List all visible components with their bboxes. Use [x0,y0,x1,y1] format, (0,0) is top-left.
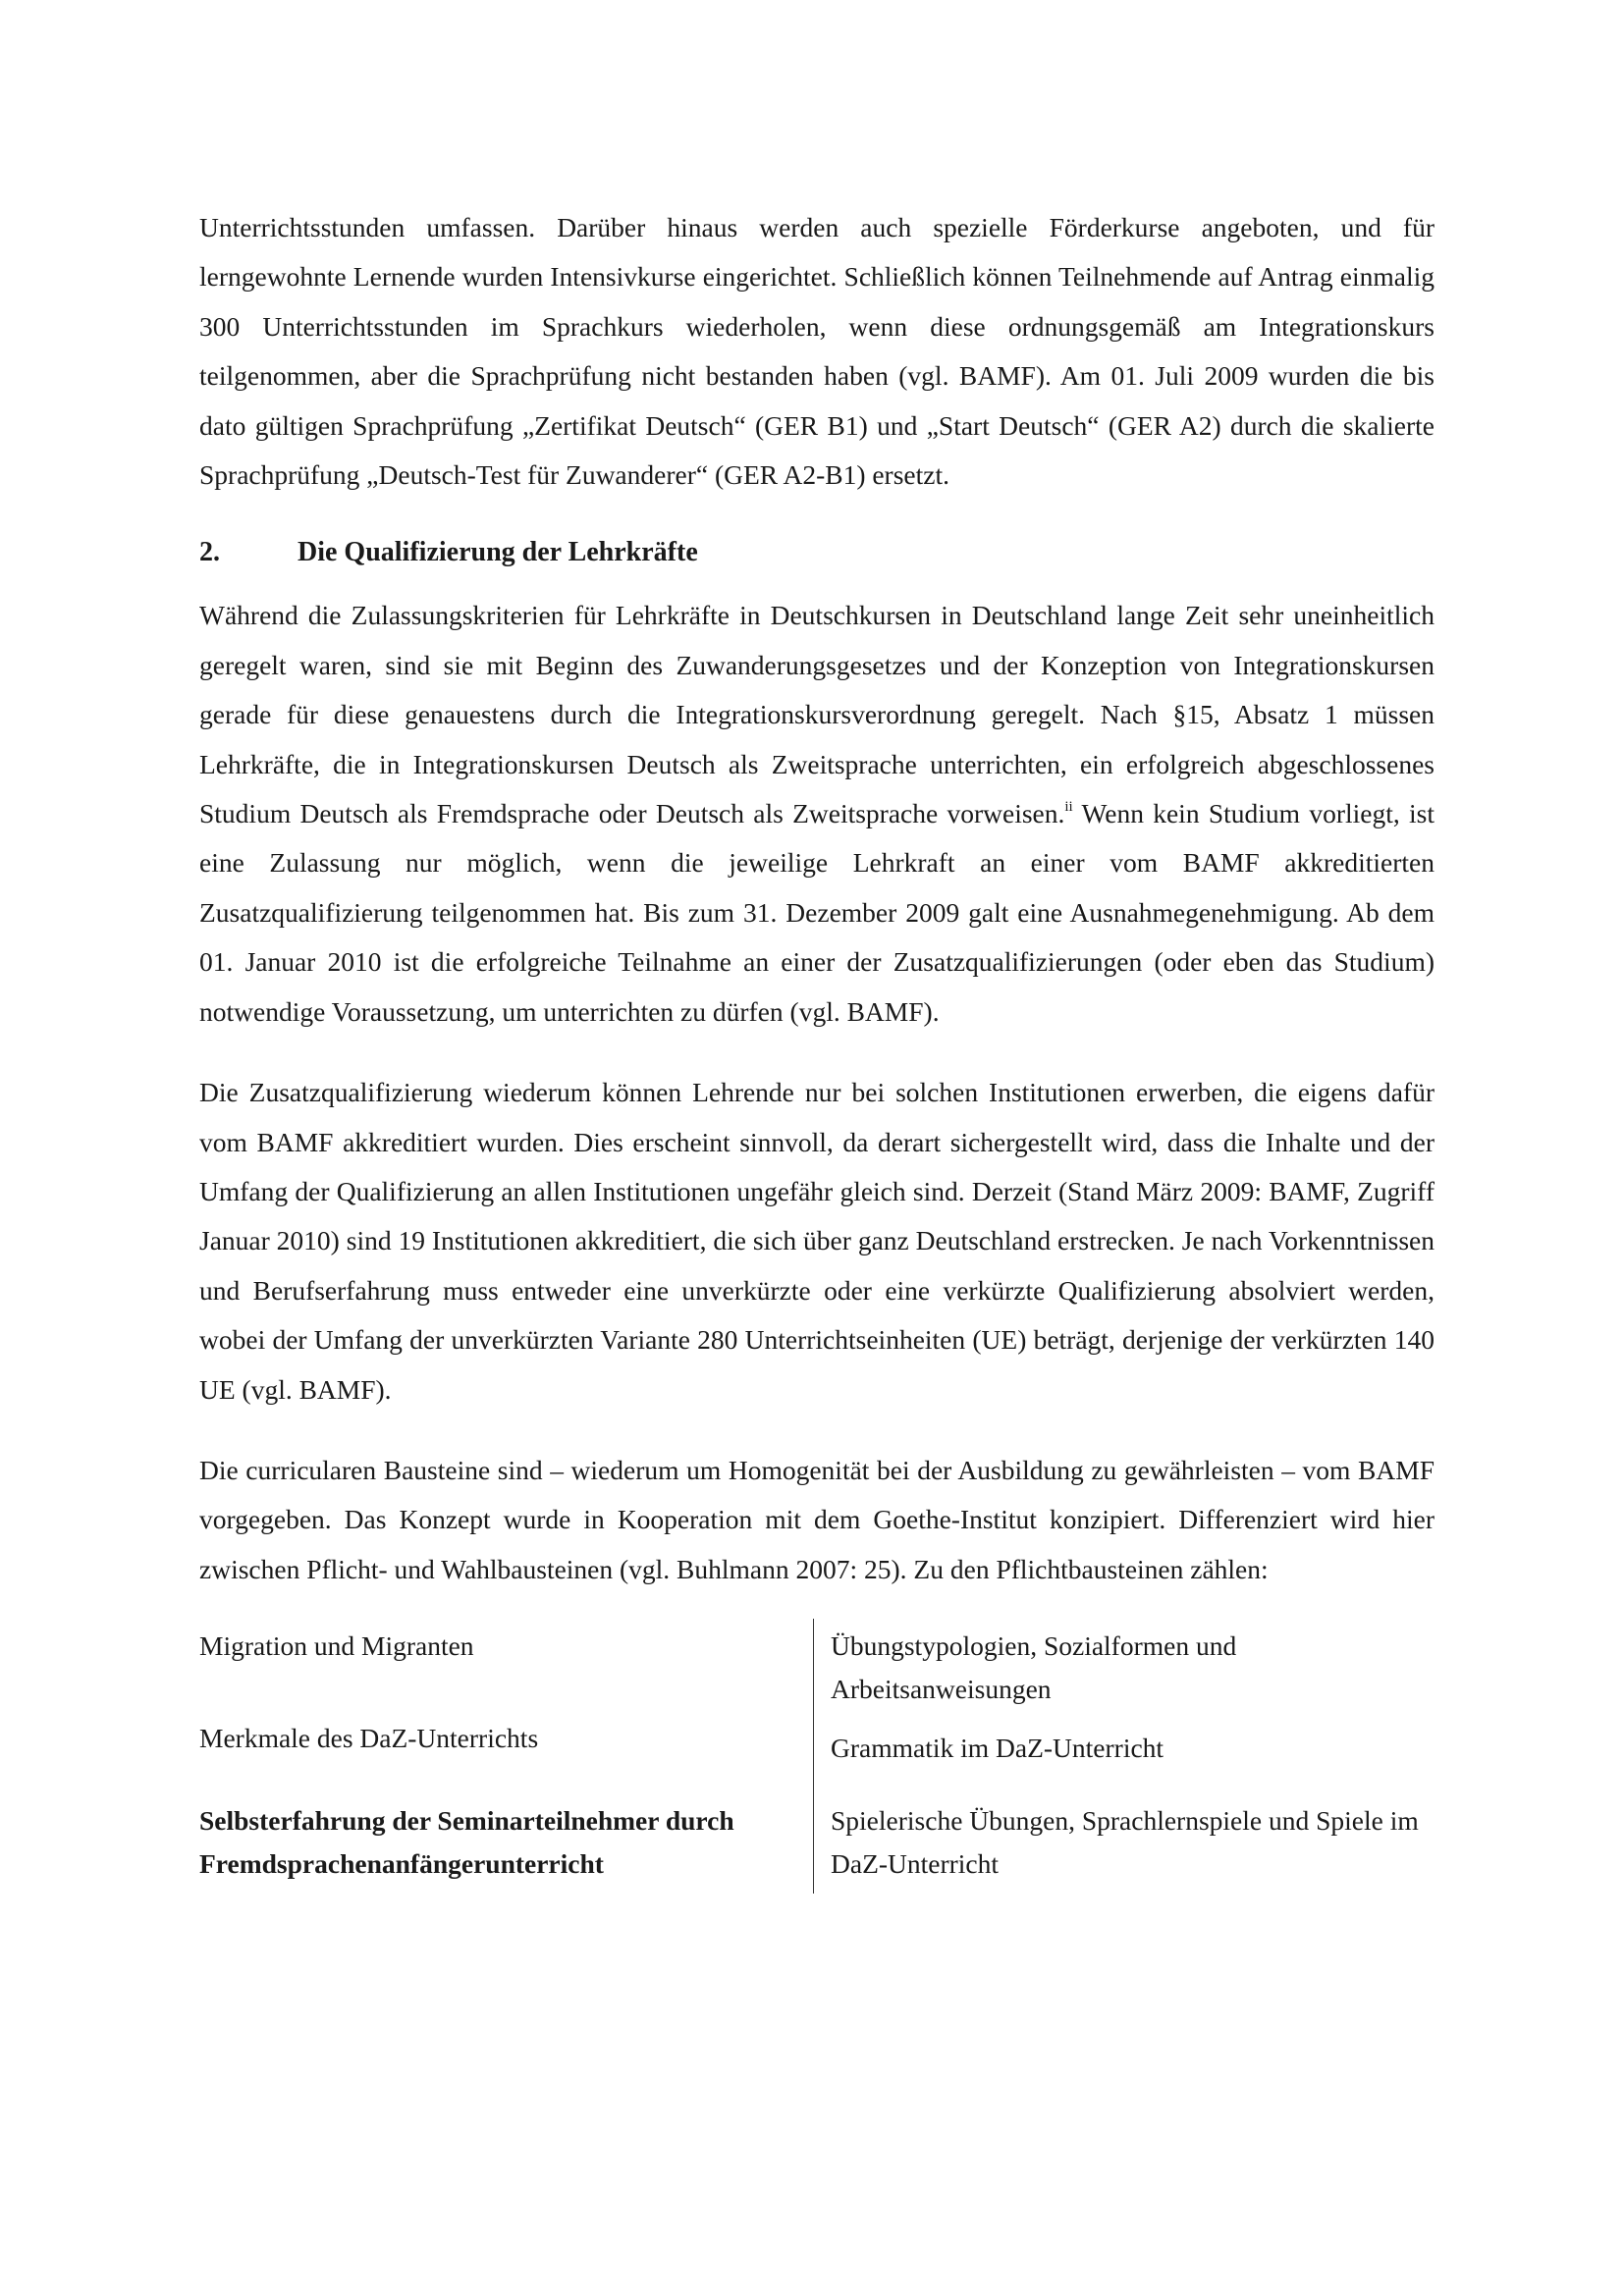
module-right-3: Spielerische Übungen, Sprachlernspiele und Spiele im DaZ-Unterricht [831,1805,1419,1880]
paragraph-intro-continued: Unterrichtsstunden umfassen. Darüber hinaus werden auch spezielle Förderkurse angeboten, und für lerngewohnte Lernende wurden Intensivkurse eingerichtet. Schließlich können Teilnehmende auf Antrag einmalig 300 Unterrichtsstunden im Sprachkurs wiederholen, wenn diese ordnungsgemäß am Integrationskurs teilgenommen, aber die Sprachprüfung nicht bestanden haben (vgl. BAMF). Am 01. Juli 2009 wurden die bis dato gültigen Sprachprüfung „Zertifikat Deutsch“ (GER B1) und „Start Deutsch“ (GER A2) durch die skalierte Sprachprüfung „Deutsch-Test für Zuwanderer“ (GER A2-B1) ersetzt. [199,212,1435,491]
footnote-marker[interactable]: ii [1064,799,1073,816]
column-divider [813,1619,814,1894]
paragraph-qualification-part1: Während die Zulassungskriterien für Lehrkräfte in Deutschkursen in Deutschland lange Zeit sehr uneinheitlich geregelt waren, sind sie mit Beginn des Zuwanderungsgesetzes und der Konzeption von Integrationskursen gerade für diese genauestens durch die Integrationskursverordnung geregelt. Nach §15, Absatz 1 müssen Lehrkräfte, die in Integrationskursen Deutsch als Zweitsprache unterrichten, ein erfolgreich abgeschlossenes Studium Deutsch als Fremdsprache oder Deutsch als Zweitsprache vorweisen. [199,600,1435,829]
paragraph-qualification-part2: Wenn kein Studium vorliegt, ist eine Zulassung nur möglich, wenn die jeweilige Lehrkraft an einer vom BAMF akkreditierten Zusatzqualifizierung teilgenommen hat. Bis zum 31. Dezember 2009 galt eine Ausnahmegenehmigung. Ab dem 01. Januar 2010 ist die erfolgreiche Teilnahme an einer der Zusatzqualifizierungen (oder eben das Studium) notwendige Voraussetzung, um unterrichten zu dürfen (vgl. BAMF). [199,798,1435,1027]
mandatory-modules-table [199,1619,1435,1894]
module-right-1: Übungstypologien, Sozialformen und Arbeitsanweisungen [831,1630,1237,1705]
paragraph-curricular-modules: Die curricularen Bausteine sind – wiederum um Homogenität bei der Ausbildung zu gewährleisten – vom BAMF vorgegeben. Das Konzept wurde in Kooperation mit dem Goethe-Institut konzipiert. Differenziert wird hier zwischen Pflicht- und Wahlbausteinen (vgl. Buhlmann 2007: 25). Zu den Pflichtbausteinen zählen: [199,1454,1435,1584]
module-right-2: Grammatik im DaZ-Unterricht [831,1733,1164,1764]
section-heading [199,533,1435,572]
paragraph-qualification [199,591,1435,1037]
section-number: 2. [199,537,220,568]
paragraph-additional-qualification: Die Zusatzqualifizierung wiederum können Lehrende nur bei solchen Institutionen erwerben, die eigens dafür vom BAMF akkreditiert wurden. Dies erscheint sinnvoll, da derart sichergestellt wird, dass die Inhalte und der Umfang der Qualifizierung an allen Institutionen ungefähr gleich sind. Derzeit (Stand März 2009: BAMF, Zugriff Januar 2010) sind 19 Institutionen akkreditiert, die sich über ganz Deutschland erstrecken. Je nach Vorkenntnissen und Berufserfahrung muss entweder eine unverkürzte oder eine verkürzte Qualifizierung absolviert werden, wobei der Umfang der unverkürzten Variante 280 Unterrichtseinheiten (UE) beträgt, derjenige der verkürzten 140 UE (vgl. BAMF). [199,1077,1435,1405]
section-title: Die Qualifizierung der Lehrkräfte [298,537,698,568]
document-page [199,203,1435,1894]
module-left-1: Migration und Migranten [199,1630,474,1662]
module-left-3: Selbsterfahrung der Seminarteilnehmer durch Fremdsprachenanfängerunterricht [199,1805,734,1880]
module-left-2: Merkmale des DaZ-Unterrichts [199,1723,539,1754]
